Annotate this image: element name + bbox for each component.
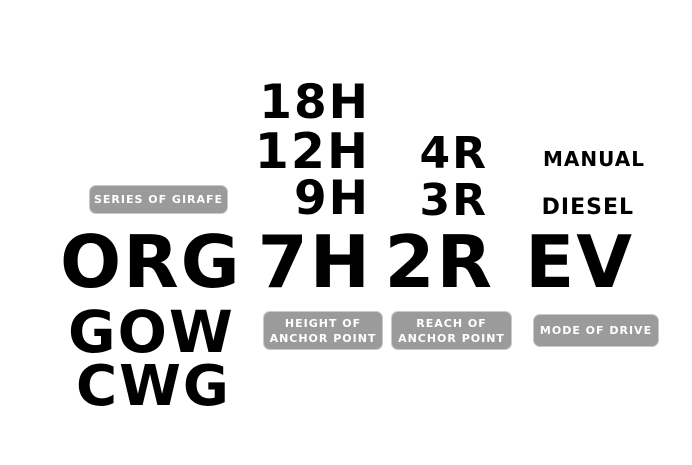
- reach-label-line2: ANCHOR POINT: [398, 331, 505, 345]
- series-of-girafe-label-text: SERIES OF GIRAFE: [93, 193, 224, 206]
- height-label-line2: ANCHOR POINT: [269, 331, 377, 345]
- reach-option-3r: 3R: [419, 175, 488, 226]
- reach-of-anchor-point-label: [391, 311, 512, 350]
- height-option-9h: 9H: [293, 171, 370, 226]
- height-label-line1: HEIGHT OF: [284, 316, 362, 330]
- reach-option-4r: 4R: [419, 128, 488, 179]
- height-option-12h: 12H: [254, 123, 370, 180]
- series-of-girafe-label: [89, 185, 228, 214]
- drive-label-text: MODE OF DRIVE: [539, 324, 653, 337]
- drive-code-ev: EV: [525, 220, 634, 304]
- series-option-gow: GOW: [68, 298, 235, 366]
- series-option-cwg: CWG: [76, 354, 231, 419]
- height-code-7h: 7H: [257, 220, 372, 304]
- reach-code-2r: 2R: [384, 220, 494, 304]
- drive-option-manual: MANUAL: [543, 147, 645, 171]
- height-of-anchor-point-label: [263, 311, 383, 350]
- height-option-18h: 18H: [259, 75, 370, 130]
- mode-of-drive-label: [533, 314, 659, 347]
- drive-option-diesel: DIESEL: [541, 195, 634, 220]
- series-code-org: ORG: [60, 220, 242, 304]
- reach-label-line1: REACH OF: [416, 316, 487, 330]
